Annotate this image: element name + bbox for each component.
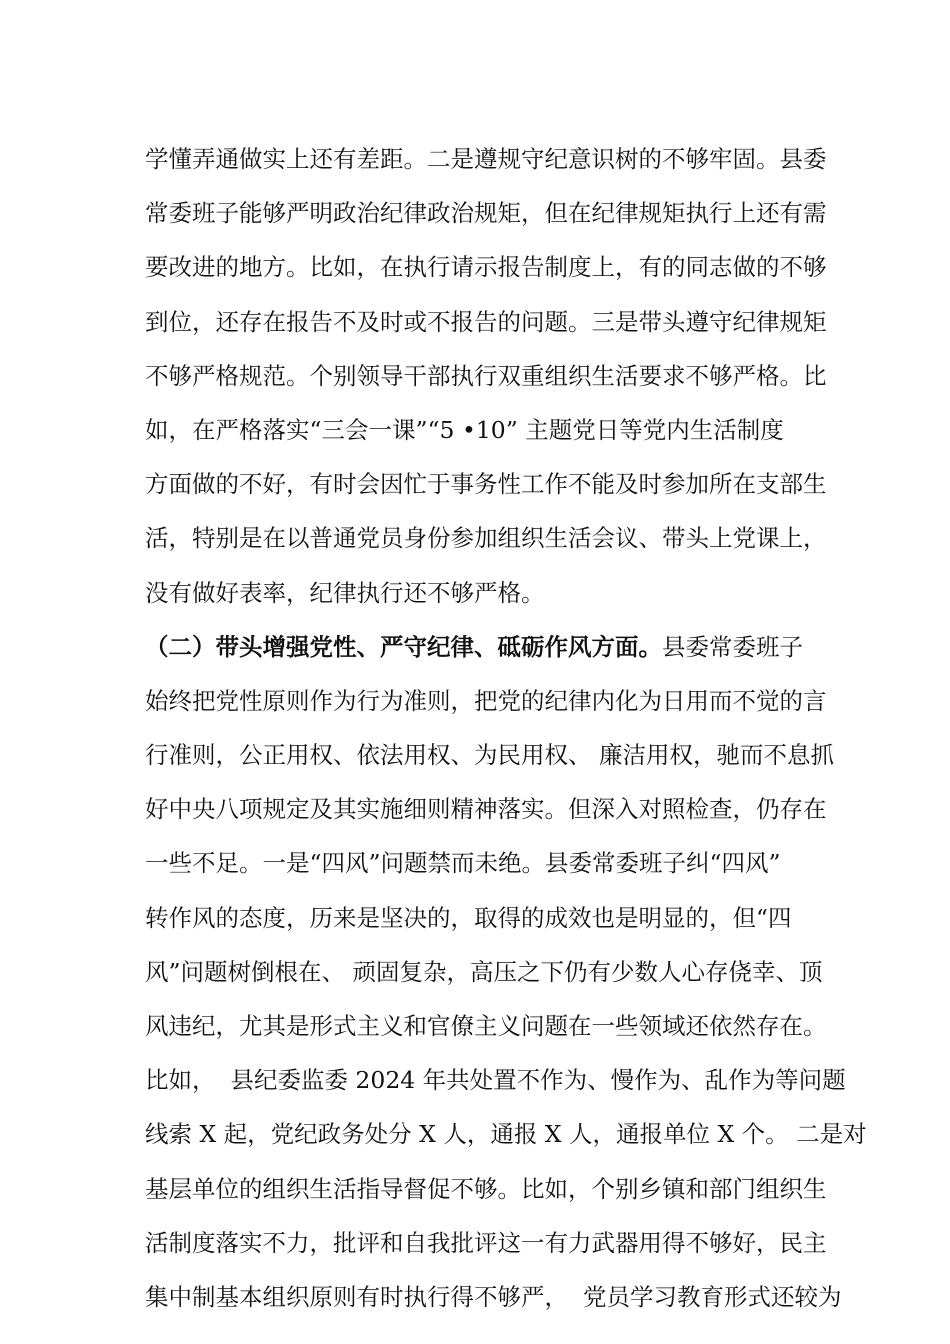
text-line: 始终把党性原则作为行为准则，把党的纪律内化为日用而不觉的言 (145, 686, 827, 715)
text-line: 比如， 县纪委监委 2024 年共处置不作为、慢作为、乱作为等问题 (145, 1066, 846, 1095)
text-line: 行准则，公正用权、依法用权、为民用权、 廉洁用权，驰而不息抓 (145, 741, 834, 770)
text-line: 如，在严格落实“三会一课”“5 •10” 主题党日等党内生活制度 (145, 415, 784, 444)
text-line: 活，特别是在以普通党员身份参加组织生活会议、带头上党课上， (145, 524, 827, 553)
text-line: 基层单位的组织生活指导督促不够。比如，个别乡镇和部门组织生 (145, 1174, 827, 1203)
text-line: 风违纪，尤其是形式主义和官僚主义问题在一些领域还依然存在。 (145, 1012, 827, 1040)
text-line: 线索 X 起，党纪政务处分 X 人，通报 X 人，通报单位 X 个。 二是对 (145, 1120, 867, 1149)
section-heading-line (145, 620, 810, 674)
text-line: 不够严格规范。个别领导干部执行双重组织生活要求不够严格。比 (145, 361, 827, 390)
section-heading: （二）带头增强党性、严守纪律、砥砺作风方面。 (145, 632, 662, 661)
text-line: 好中央八项规定及其实施细则精神落实。但深入对照检查，仍存在 (145, 795, 827, 824)
text-line: 活制度落实不力，批评和自我批评这一有力武器用得不够好，民主 (145, 1228, 827, 1257)
text-line: 风”问题树倒根在、 顽固复杂，高压之下仍有少数人心存侥幸、顶 (145, 957, 823, 986)
text-line: 集中制基本组织原则有时执行得不够严， 党员学习教育形式还较为 (145, 1282, 842, 1311)
text-line: 要改进的地方。比如，在执行请示报告制度上，有的同志做的不够 (145, 253, 827, 282)
text-line: 到位，还存在报告不及时或不报告的问题。三是带头遵守纪律规矩 (145, 307, 827, 336)
document-body (145, 132, 867, 1324)
text-line: 常委班子能够严明政治纪律政治规矩，但在纪律规矩执行上还有需 (145, 199, 827, 228)
section-heading-tail: 县委常委班子 (662, 632, 803, 661)
text-line: 方面做的不好，有时会因忙于事务性工作不能及时参加所在支部生 (145, 470, 827, 499)
text-line: 一些不足。一是“四风”问题禁而未绝。县委常委班子纠“四风” (145, 849, 781, 878)
text-line: 没有做好表率，纪律执行还不够严格。 (145, 578, 545, 607)
text-line: 学懂弄通做实上还有差距。二是遵规守纪意识树的不够牢固。县委 (145, 145, 827, 173)
text-line: 转作风的态度，历来是坚决的，取得的成效也是明显的，但“四 (145, 903, 792, 932)
